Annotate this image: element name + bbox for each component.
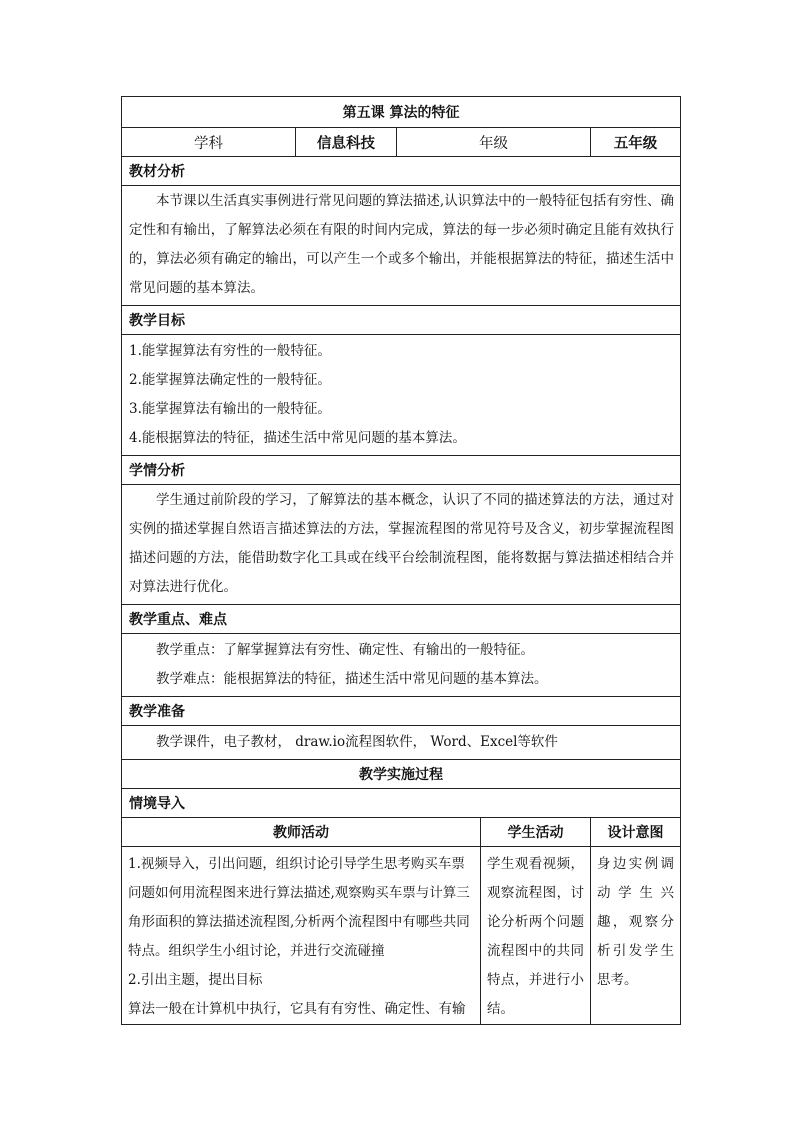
students-heading: 学情分析 bbox=[122, 456, 681, 485]
teacher-line: 2.引出主题，提出目标 bbox=[128, 972, 263, 988]
phase-heading: 情境导入 bbox=[122, 789, 681, 818]
goal-item: 2.能掌握算法确定性的一般特征。 bbox=[129, 372, 331, 388]
key-difficulty: 教学难点：能根据算法的特征，描述生活中常见问题的基本算法。 bbox=[156, 671, 548, 687]
teacher-line: 算法一般在计算机中执行，它具有有穷性、确定性、有输 bbox=[128, 1001, 466, 1017]
material-cell bbox=[122, 186, 681, 306]
keypoints-cell bbox=[122, 634, 681, 697]
student-activity-header: 学生活动 bbox=[481, 818, 591, 847]
goal-item: 3.能掌握算法有输出的一般特征。 bbox=[129, 401, 331, 417]
students-text: 学生通过前阶段的学习，了解算法的基本概念，认识了不同的描述算法的方法，通过对实例的描述掌握自然语言描述算法的方法，掌握流程图的常见符号及含义，初步掌握流程图描述问题的方法，能借助数字化工具或在线平台绘制流程图，能将数据与算法描述相结合并对算法进行优化。 bbox=[129, 492, 675, 595]
design-intent-header: 设计意图 bbox=[591, 818, 681, 847]
key-focus: 教学重点：了解掌握算法有穷性、确定性、有输出的一般特征。 bbox=[156, 642, 534, 658]
teacher-activity-header: 教师活动 bbox=[122, 818, 481, 847]
material-heading: 教材分析 bbox=[122, 157, 681, 186]
student-activity-cell: 学生观看视频，观察流程图，讨论分析两个问题流程图中的共同特点，并进行小结。 bbox=[481, 847, 591, 1025]
material-text: 本节课以生活真实事例进行常见问题的算法描述,认识算法中的一般特征包括有穷性、确定性和有输出，了解算法必须在有限的时间内完成，算法的每一步必须时确定且能有效执行的，算法必须有确定的输出，可以产生一个或多个输出，并能根据算法的特征，描述生活中常见问题的基本算法。 bbox=[129, 193, 675, 296]
grade-value: 五年级 bbox=[591, 128, 681, 157]
lesson-plan-page bbox=[121, 96, 680, 1025]
goal-item: 4.能根据算法的特征，描述生活中常见问题的基本算法。 bbox=[129, 430, 466, 446]
prep-cell bbox=[122, 726, 681, 760]
design-intent-cell: 身边实例调动学生兴趣，观察分析引发学生思考。 bbox=[591, 847, 681, 1025]
teacher-activity-cell bbox=[122, 847, 481, 1025]
prep-heading: 教学准备 bbox=[122, 697, 681, 726]
goals-list bbox=[122, 335, 681, 456]
goal-item: 1.能掌握算法有穷性的一般特征。 bbox=[129, 343, 331, 359]
process-heading: 教学实施过程 bbox=[122, 760, 681, 789]
keypoints-heading: 教学重点、难点 bbox=[122, 605, 681, 634]
goals-heading: 教学目标 bbox=[122, 306, 681, 335]
subject-value: 信息科技 bbox=[296, 128, 397, 157]
subject-label: 学科 bbox=[122, 128, 296, 157]
lesson-title: 第五课 算法的特征 bbox=[122, 97, 681, 128]
grade-label: 年级 bbox=[397, 128, 591, 157]
lesson-plan-table bbox=[121, 96, 681, 1025]
teacher-line: 1.视频导入，引出问题，组织讨论引导学生思考购买车票问题如何用流程图来进行算法描述,观察购买车票与计算三角形面积的算法描述流程图,分析两个流程图中有哪些共同特点。组织学生小组讨论，并进行交流碰撞 bbox=[128, 856, 470, 959]
students-cell bbox=[122, 485, 681, 605]
prep-text: 教学课件，电子教材， draw.io流程图软件， Word、Excel等软件 bbox=[156, 734, 558, 750]
